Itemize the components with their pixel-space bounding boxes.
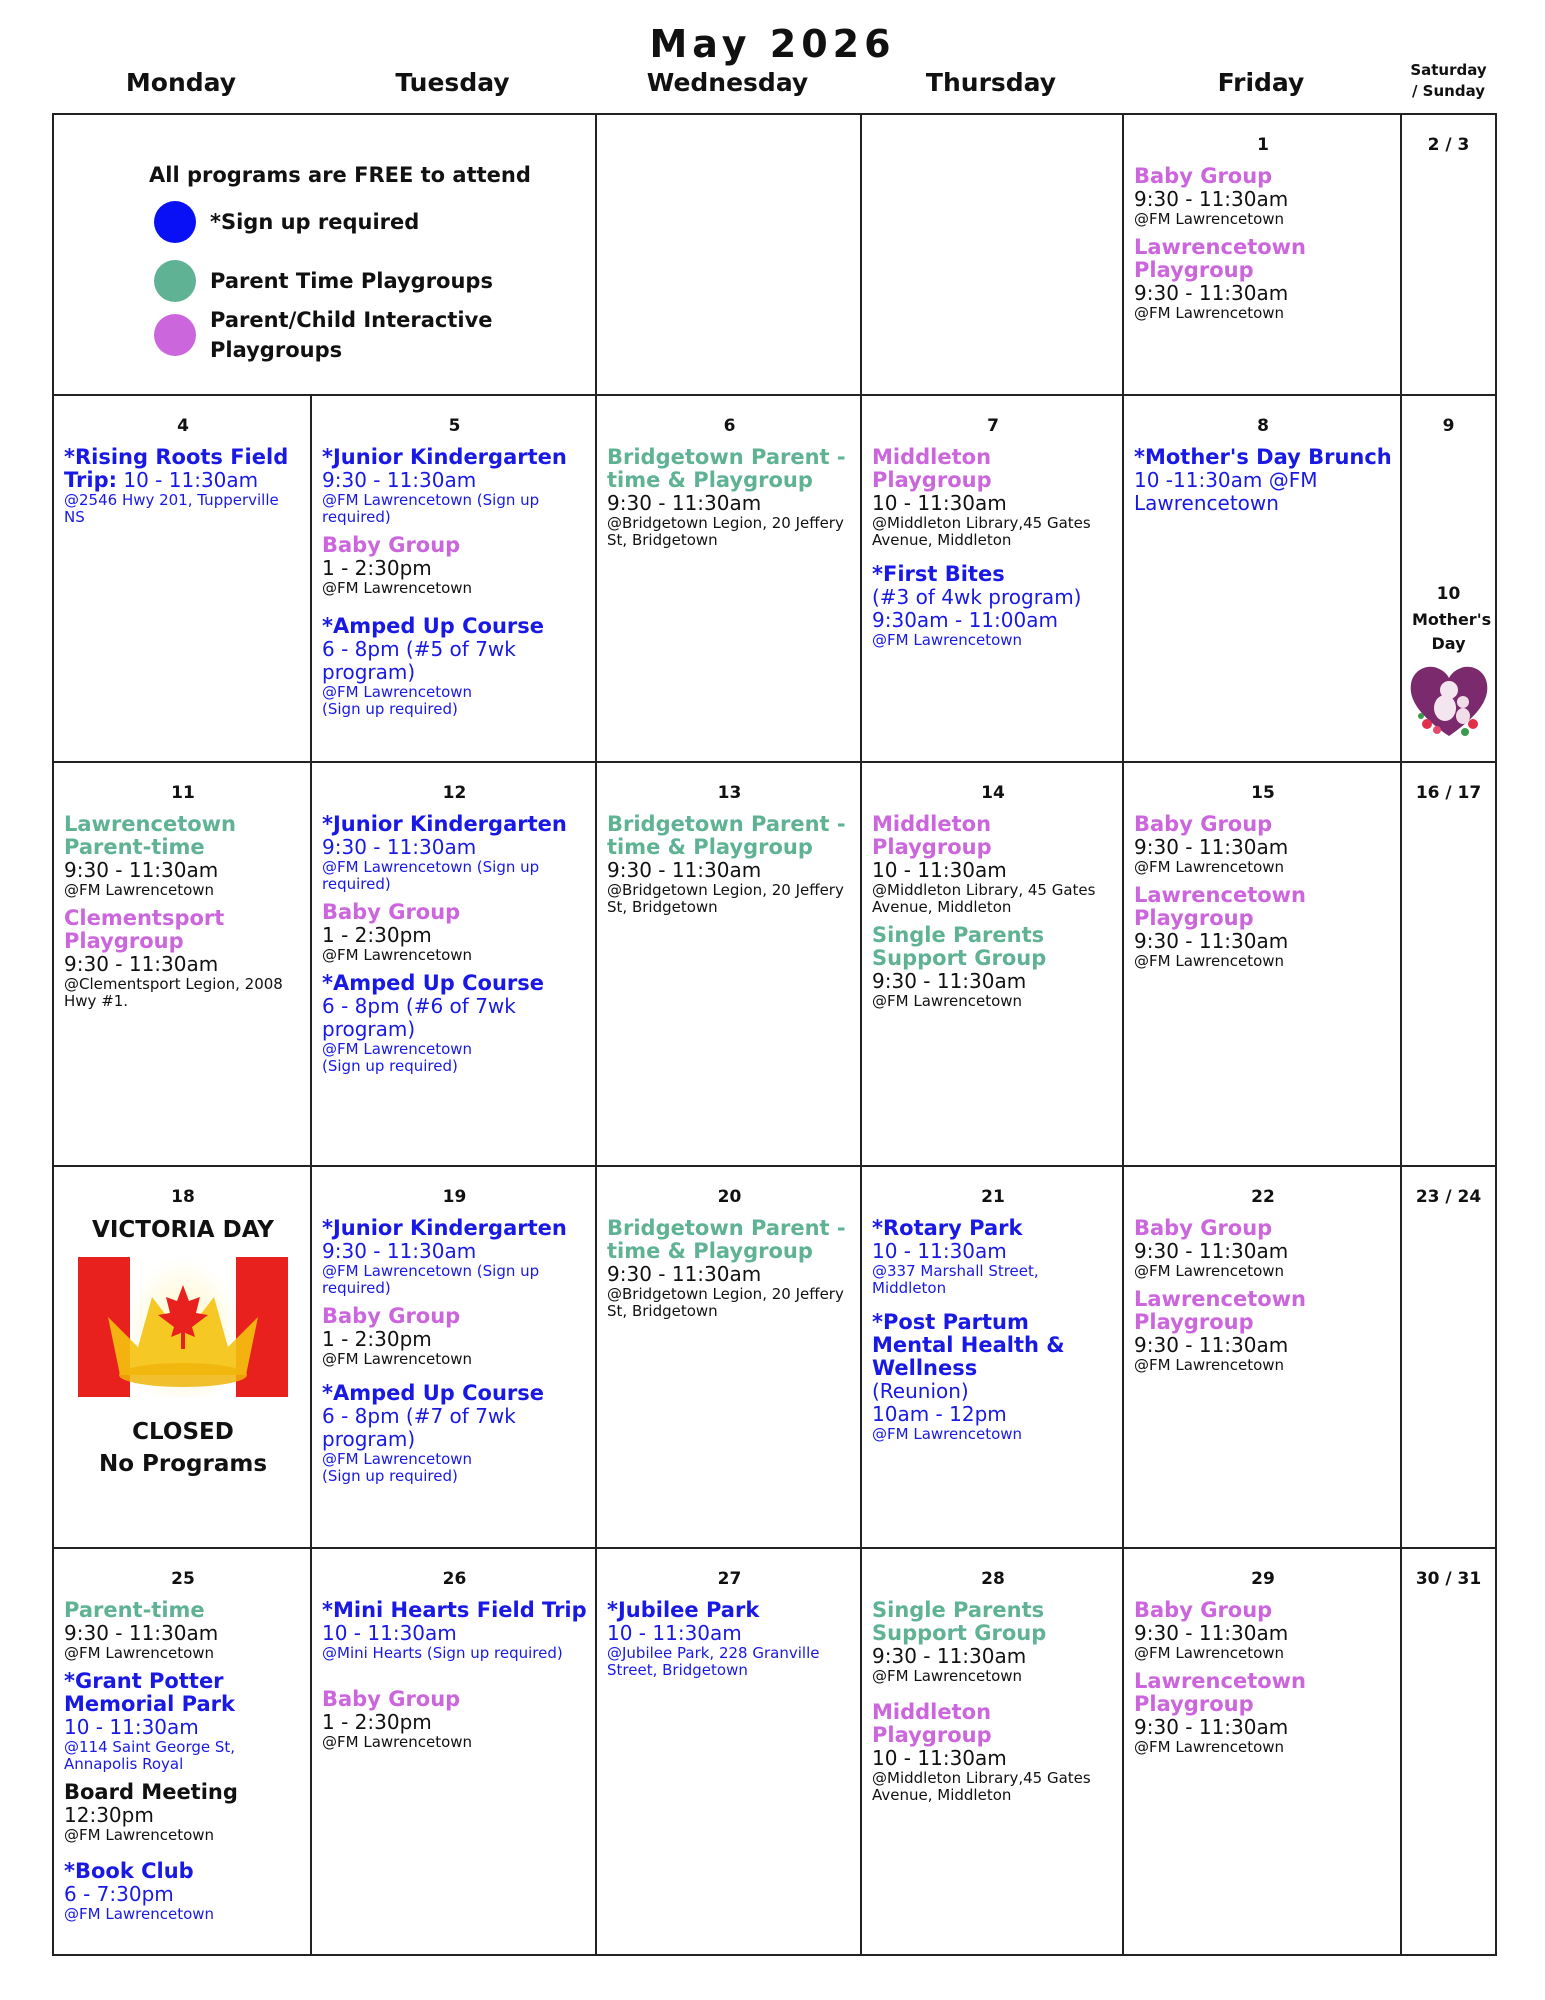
event-time: 10 -11:30am @FM Lawrencetown: [1134, 468, 1318, 515]
event-time: 1 - 2:30pm: [322, 1327, 432, 1351]
day-number: 7: [987, 416, 999, 436]
event-location: @Middleton Library, 45 Gates Avenue, Middleton: [872, 881, 1096, 916]
event-location: @FM Lawrencetown: [322, 683, 473, 701]
event-location: @FM Lawrencetown: [64, 881, 215, 899]
day-number: 11: [171, 783, 195, 803]
event-location: @FM Lawrencetown: [1134, 304, 1285, 322]
event-location: @Bridgetown Legion, 20 Jeffery St, Bridgetown: [607, 881, 844, 916]
event-bridgetown: [607, 446, 852, 549]
event-location: @Middleton Library,45 Gates Avenue, Middleton: [872, 1769, 1091, 1804]
day-cell-4: [54, 396, 310, 761]
day-number: 27: [717, 1569, 742, 1589]
event-title: *Mother's Day Brunch: [1134, 445, 1392, 469]
event-time: 9:30 - 11:30am: [872, 969, 1027, 993]
event-title: Single Parents Support Group: [872, 923, 1047, 970]
event-lawrencetown-parent-time: [64, 813, 302, 899]
canada-flag-crown-icon: [78, 1257, 288, 1397]
event-subtitle: (Reunion): [872, 1379, 969, 1403]
event-time: 6 - 8pm (#5 of 7wk program): [322, 637, 516, 684]
event-rotary-park: [872, 1217, 1114, 1297]
day-cell-26: [312, 1549, 595, 1954]
day-number: 1: [1257, 135, 1269, 155]
event-time: 10 - 11:30am: [64, 1715, 199, 1739]
event-title: *Junior Kindergarten: [322, 445, 567, 469]
day-cell-18: [54, 1167, 310, 1547]
header-sunday: / Sunday: [1411, 82, 1486, 100]
day-cell-11: [54, 763, 310, 1165]
event-location: @FM Lawrencetown: [1134, 210, 1285, 228]
event-title: *Post Partum Mental Health & Wellness: [872, 1310, 1065, 1380]
event-amped-up: [322, 615, 587, 718]
event-title: Lawrencetown Playgroup: [1134, 1287, 1307, 1334]
event-location: @Jubilee Park, 228 Granville Street, Bridgetown: [607, 1644, 820, 1679]
event-title: *Amped Up Course: [322, 614, 545, 638]
day-cell-30-31: [1402, 1549, 1495, 1954]
event-time: 10 - 11:30am: [607, 1621, 742, 1645]
event-title: *Amped Up Course: [322, 1381, 545, 1405]
day-cell-8: [1124, 396, 1400, 761]
event-title: Baby Group: [322, 533, 461, 557]
purple-dot-icon: [154, 314, 196, 356]
day-cell-29: [1124, 1549, 1400, 1954]
event-location: @Clementsport Legion, 2008 Hwy #1.: [64, 975, 283, 1010]
event-location: @FM Lawrencetown: [1134, 952, 1285, 970]
event-time: 9:30 - 11:30am: [607, 491, 762, 515]
day-cell-27: [597, 1549, 860, 1954]
page-title: May 2026: [649, 22, 896, 66]
event-title: *Mini Hearts Field Trip: [322, 1598, 587, 1622]
day-number: 5: [448, 416, 461, 436]
event-book-club: [64, 1860, 302, 1923]
event-grant-potter: [64, 1670, 302, 1773]
header-saturday: Saturday: [1410, 61, 1487, 79]
event-time: 9:30 - 11:30am: [1134, 835, 1289, 859]
event-baby-group: [322, 901, 587, 964]
day-cell-23-24: [1402, 1167, 1495, 1547]
day-number: 26: [442, 1569, 467, 1589]
event-time: 9:30am - 11:00am: [872, 608, 1058, 632]
event-baby-group: [322, 1688, 587, 1751]
day-number: 25: [171, 1569, 195, 1589]
day-number: 13: [717, 783, 742, 803]
day-number: 20: [717, 1187, 742, 1207]
event-time: 9:30 - 11:30am: [64, 952, 219, 976]
event-title: *Rotary Park: [872, 1216, 1023, 1240]
event-location: @FM Lawrencetown: [872, 1667, 1023, 1685]
event-location: @FM Lawrencetown: [1134, 1356, 1285, 1374]
event-location: @FM Lawrencetown: [322, 1733, 473, 1751]
event-middleton-playgroup: [872, 813, 1114, 916]
day-number: 8: [1257, 416, 1269, 436]
event-title: Clementsport Playgroup: [64, 906, 225, 953]
event-time: 9:30 - 11:30am: [322, 468, 477, 492]
event-title: *Grant Potter Memorial Park: [64, 1669, 236, 1716]
event-baby-group: [1134, 813, 1392, 876]
event-note: (Sign up required): [322, 1467, 458, 1485]
event-time: 9:30 - 11:30am: [607, 1262, 762, 1286]
day-cell-20: [597, 1167, 860, 1547]
event-title: Baby Group: [322, 1687, 461, 1711]
event-location: @FM Lawrencetown: [64, 1826, 215, 1844]
day-cell-9-10: [1402, 396, 1495, 761]
header-tuesday: Tuesday: [395, 68, 510, 97]
holiday-closed: CLOSED: [132, 1419, 234, 1445]
event-time: 9:30 - 11:30am: [1134, 281, 1289, 305]
event-location: @FM Lawrencetown: [872, 631, 1023, 649]
event-title: *Jubilee Park: [607, 1598, 760, 1622]
event-location: @Middleton Library,45 Gates Avenue, Middleton: [872, 514, 1091, 549]
event-title: Lawrencetown Playgroup: [1134, 1669, 1307, 1716]
event-time: 9:30 - 11:30am: [322, 835, 477, 859]
event-location: @2546 Hwy 201, Tupperville NS: [64, 491, 279, 526]
day-cell-12: [312, 763, 595, 1165]
event-location: @FM Lawrencetown: [322, 1450, 473, 1468]
event-time: 9:30 - 11:30am: [872, 1644, 1027, 1668]
day-number: 6: [723, 416, 736, 436]
event-title: Bridgetown Parent - time & Playgroup: [607, 1216, 846, 1263]
mothers-day-label: Mother's Day: [1412, 610, 1492, 653]
event-junior-kindergarten: [322, 813, 587, 893]
event-amped-up: [322, 972, 587, 1075]
event-lawrencetown-playgroup: [1134, 884, 1392, 970]
event-title: Parent-time: [64, 1598, 205, 1622]
event-baby-group: [1134, 1217, 1392, 1280]
day-number: 16 / 17: [1415, 783, 1482, 803]
event-title: Baby Group: [322, 900, 461, 924]
event-title: Baby Group: [1134, 812, 1273, 836]
event-time: 9:30 - 11:30am: [1134, 187, 1289, 211]
event-title: Board Meeting: [64, 1780, 238, 1804]
event-location: @FM Lawrencetown: [872, 992, 1023, 1010]
event-amped-up: [322, 1382, 587, 1485]
event-junior-kindergarten: [322, 446, 587, 526]
event-location: @FM Lawrencetown: [1134, 858, 1285, 876]
event-baby-group: [322, 1305, 587, 1368]
event-time: 10am - 12pm: [872, 1402, 1007, 1426]
event-note: (Sign up required): [322, 700, 458, 718]
event-time: 9:30 - 11:30am: [1134, 929, 1289, 953]
legend-parent-time: [154, 260, 493, 302]
day-number: 22: [1251, 1187, 1275, 1207]
event-lawrencetown-playgroup: [1134, 236, 1392, 322]
event-title: Middleton Playgroup: [872, 445, 992, 492]
event-time: 10 - 11:30am: [872, 491, 1007, 515]
event-location: @Bridgetown Legion, 20 Jeffery St, Bridgetown: [607, 514, 844, 549]
event-time: 6 - 8pm (#7 of 7wk program): [322, 1404, 516, 1451]
green-dot-icon: [154, 260, 196, 302]
header-thursday: Thursday: [925, 68, 1057, 97]
event-post-partum: [872, 1311, 1114, 1443]
day-number: 18: [171, 1187, 195, 1207]
event-location: @FM Lawrencetown: [322, 946, 473, 964]
event-baby-group: [1134, 1599, 1392, 1662]
event-location: @FM Lawrencetown (Sign up required): [322, 491, 540, 526]
event-single-parents: [872, 1599, 1114, 1685]
day-number: 23 / 24: [1415, 1187, 1482, 1207]
event-location: @FM Lawrencetown: [64, 1644, 215, 1662]
event-board-meeting: [64, 1781, 302, 1844]
event-first-bites: [872, 563, 1114, 649]
day-number: 30 / 31: [1415, 1569, 1482, 1589]
event-parent-time: [64, 1599, 302, 1662]
event-time: 9:30 - 11:30am: [607, 858, 762, 882]
event-location: @FM Lawrencetown (Sign up required): [322, 1262, 540, 1297]
day-cell-19: [312, 1167, 595, 1547]
legend-interactive-label: Parent/Child Interactive Playgroups: [210, 308, 493, 362]
event-location: @FM Lawrencetown (Sign up required): [322, 858, 540, 893]
event-title: Baby Group: [1134, 1216, 1273, 1240]
event-lawrencetown-playgroup: [1134, 1670, 1392, 1756]
holiday-title: VICTORIA DAY: [92, 1217, 274, 1243]
day-cell-15: [1124, 763, 1400, 1165]
day-cell-5: [312, 396, 595, 761]
event-title: Single Parents Support Group: [872, 1598, 1047, 1645]
event-title: *Junior Kindergarten: [322, 812, 567, 836]
event-time: 1 - 2:30pm: [322, 923, 432, 947]
day-number: 14: [981, 783, 1005, 803]
event-location: @337 Marshall Street, Middleton: [872, 1262, 1039, 1297]
event-title: Bridgetown Parent - time & Playgroup: [607, 812, 846, 859]
event-bridgetown: [607, 1217, 852, 1320]
day-cell-16-17: [1402, 763, 1495, 1165]
calendar-grid: [52, 113, 1497, 1956]
event-title: Baby Group: [322, 1304, 461, 1328]
event-middleton-playgroup: [872, 1701, 1114, 1804]
day-number: 9: [1442, 416, 1455, 436]
event-title: Middleton Playgroup: [872, 812, 992, 859]
event-time: 9:30 - 11:30am: [1134, 1333, 1289, 1357]
event-clementsport-playgroup: [64, 907, 302, 1010]
event-baby-group: [1134, 165, 1392, 228]
event-location: @FM Lawrencetown: [64, 1905, 215, 1923]
event-bridgetown: [607, 813, 852, 916]
day-number: 29: [1251, 1569, 1275, 1589]
event-location: @FM Lawrencetown: [872, 1425, 1023, 1443]
event-title: *Junior Kindergarten: [322, 1216, 567, 1240]
legend-interactive: [154, 305, 510, 365]
event-time: 10 - 11:30am: [872, 858, 1007, 882]
header-wednesday: Wednesday: [646, 68, 809, 97]
event-title: *Book Club: [64, 1859, 194, 1883]
event-mini-hearts: [322, 1599, 587, 1662]
day-cell-28: [862, 1549, 1122, 1954]
event-title: *Rising Roots Field Trip:: [64, 445, 289, 492]
event-title: Baby Group: [1134, 1598, 1273, 1622]
day-cell-21: [862, 1167, 1122, 1547]
event-time: 10 - 11:30am: [872, 1746, 1007, 1770]
event-location: @114 Saint George St, Annapolis Royal: [64, 1738, 236, 1773]
event-note: (Sign up required): [322, 1057, 458, 1075]
event-time: 9:30 - 11:30am: [64, 1621, 219, 1645]
event-junior-kindergarten: [322, 1217, 587, 1297]
legend-signup: [154, 201, 419, 243]
event-title: Lawrencetown Playgroup: [1134, 235, 1307, 282]
event-location: @Bridgetown Legion, 20 Jeffery St, Bridgetown: [607, 1285, 844, 1320]
day-number: 15: [1251, 783, 1275, 803]
day-cell-6: [597, 396, 860, 761]
day-number: 28: [981, 1569, 1005, 1589]
event-title: *First Bites: [872, 562, 1005, 586]
event-location: @FM Lawrencetown: [322, 1350, 473, 1368]
day-number: 2 / 3: [1427, 135, 1470, 155]
event-time: 12:30pm: [64, 1803, 154, 1827]
day-number: 4: [177, 416, 189, 436]
day-number: 21: [981, 1187, 1005, 1207]
legend-parent-time-label: Parent Time Playgroups: [210, 269, 493, 293]
legend-cell: [54, 115, 595, 394]
event-title: *Amped Up Course: [322, 971, 545, 995]
event-time: 1 - 2:30pm: [322, 1710, 432, 1734]
day-cell-13: [597, 763, 860, 1165]
day-cell-7: [862, 396, 1122, 761]
blue-dot-icon: [154, 201, 196, 243]
header-friday: Friday: [1217, 68, 1305, 97]
event-time: 10 - 11:30am: [123, 468, 259, 492]
holiday-no-programs: No Programs: [98, 1451, 268, 1477]
event-location: @FM Lawrencetown: [322, 1040, 473, 1058]
header-monday: Monday: [125, 68, 237, 97]
event-title: Bridgetown Parent - time & Playgroup: [607, 445, 846, 492]
event-time: 1 - 2:30pm: [322, 556, 432, 580]
day-cell-22: [1124, 1167, 1400, 1547]
event-location: @Mini Hearts (Sign up required): [322, 1644, 563, 1662]
day-cell-25: [54, 1549, 310, 1954]
event-time: 10 - 11:30am: [872, 1239, 1007, 1263]
day-number: 19: [442, 1187, 467, 1207]
event-jubilee-park: [607, 1599, 852, 1679]
day-number: 12: [442, 783, 467, 803]
event-location: @FM Lawrencetown: [1134, 1262, 1285, 1280]
event-title: Lawrencetown Playgroup: [1134, 883, 1307, 930]
mothers-day-heart-icon: [1407, 662, 1491, 740]
legend-title: All programs are FREE to attend: [149, 163, 531, 187]
event-single-parents: [872, 924, 1114, 1010]
event-middleton-playgroup: [872, 446, 1114, 549]
header-weekend: [1400, 60, 1497, 102]
day-cell-14: [862, 763, 1122, 1165]
event-location: @FM Lawrencetown: [322, 579, 473, 597]
event-time: 6 - 8pm (#6 of 7wk program): [322, 994, 516, 1041]
event-rising-roots: [64, 446, 302, 526]
event-time: 9:30 - 11:30am: [64, 858, 219, 882]
day-cell-1: [1124, 115, 1400, 394]
event-time: 9:30 - 11:30am: [322, 1239, 477, 1263]
event-mothers-day-brunch: [1134, 446, 1392, 515]
event-lawrencetown-playgroup: [1134, 1288, 1392, 1374]
event-title: Lawrencetown Parent-time: [64, 812, 237, 859]
event-subtitle: (#3 of 4wk program): [872, 585, 1082, 609]
event-baby-group: [322, 534, 587, 597]
day-number: 10: [1436, 584, 1461, 604]
event-time: 9:30 - 11:30am: [1134, 1621, 1289, 1645]
event-time: 6 - 7:30pm: [64, 1882, 174, 1906]
event-title: Baby Group: [1134, 164, 1273, 188]
day-cell-2-3: [1402, 115, 1495, 394]
event-time: 9:30 - 11:30am: [1134, 1239, 1289, 1263]
event-title: Middleton Playgroup: [872, 1700, 992, 1747]
legend-signup-label: *Sign up required: [210, 210, 420, 234]
event-time: 9:30 - 11:30am: [1134, 1715, 1289, 1739]
event-location: @FM Lawrencetown: [1134, 1644, 1285, 1662]
event-time: 10 - 11:30am: [322, 1621, 457, 1645]
event-location: @FM Lawrencetown: [1134, 1738, 1285, 1756]
